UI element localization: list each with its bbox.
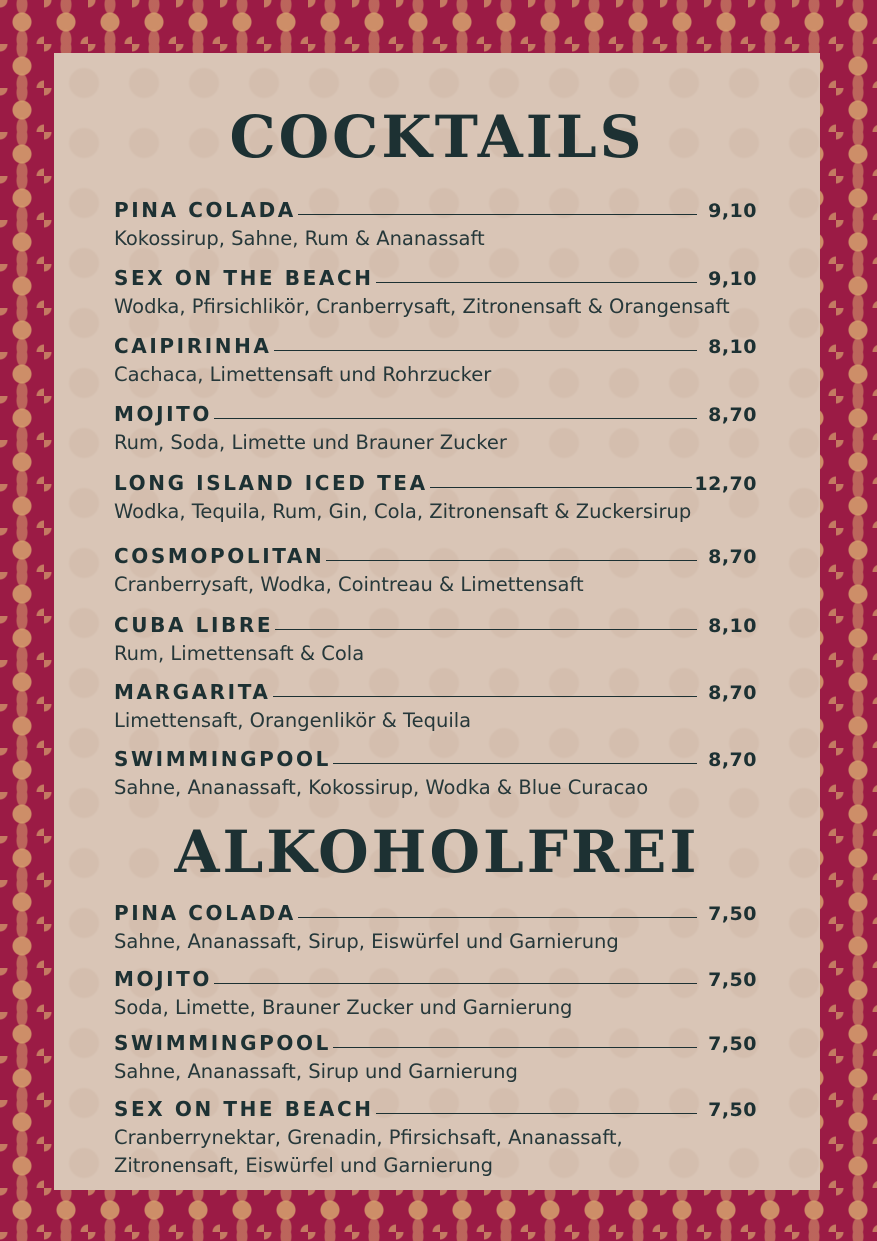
item-name: COSMOPOLITAN: [114, 544, 325, 568]
item-name: MARGARITA: [114, 680, 271, 704]
dotted-leader: [275, 629, 697, 630]
item-price: 7,50: [708, 969, 757, 991]
menu-item: [114, 266, 757, 320]
dotted-leader: [214, 983, 697, 984]
menu-item: [114, 901, 757, 955]
menu-item: [114, 334, 757, 388]
item-description: Kokossirup, Sahne, Rum & Ananassaft: [114, 227, 485, 250]
menu-item: [114, 1031, 757, 1085]
cocktails-heading: COCKTAILS: [229, 103, 645, 171]
dotted-leader: [298, 917, 697, 918]
item-description: Sahne, Ananassaft, Sirup und Garnierung: [114, 1060, 518, 1083]
menu-item: [114, 967, 757, 1021]
item-description: Sahne, Ananassaft, Sirup, Eiswürfel und Garnierung: [114, 930, 619, 953]
item-price: 7,50: [708, 1099, 757, 1121]
item-description: Rum, Limettensaft & Cola: [114, 642, 365, 665]
item-name: PINA COLADA: [114, 198, 296, 222]
item-name: CUBA LIBRE: [114, 613, 274, 637]
menu-item: [114, 680, 757, 734]
item-name: LONG ISLAND ICED TEA: [114, 471, 428, 495]
item-name: CAIPIRINHA: [114, 334, 272, 358]
item-name: SEX ON THE BEACH: [114, 1097, 374, 1121]
menu-panel: [54, 53, 820, 1190]
item-description: Limettensaft, Orangenlikör & Tequila: [114, 709, 472, 732]
dotted-leader: [273, 696, 698, 697]
item-description: Cranberrysaft, Wodka, Cointreau & Limettensaft: [114, 573, 584, 596]
item-price: 7,50: [708, 1033, 757, 1055]
item-description: Cachaca, Limettensaft und Rohrzucker: [114, 363, 492, 386]
dotted-leader: [298, 214, 697, 215]
dotted-leader: [333, 763, 697, 764]
item-price: 9,10: [708, 200, 757, 222]
menu-item: [114, 402, 757, 456]
item-name: SWIMMINGPOOL: [114, 747, 331, 771]
item-name: MOJITO: [114, 402, 213, 426]
item-name: SWIMMINGPOOL: [114, 1031, 331, 1055]
item-price: 7,50: [708, 903, 757, 925]
menu-item: [114, 471, 757, 525]
dotted-leader: [326, 560, 697, 561]
item-name: MOJITO: [114, 967, 213, 991]
item-name: PINA COLADA: [114, 901, 296, 925]
item-description: Rum, Soda, Limette und Brauner Zucker: [114, 431, 507, 454]
item-price: 8,70: [708, 546, 757, 568]
item-description: Wodka, Pfirsichlikör, Cranberrysaft, Zitronensaft & Orangensaft: [114, 295, 730, 318]
item-description: Wodka, Tequila, Rum, Gin, Cola, Zitronensaft & Zuckersirup: [114, 500, 692, 523]
item-description: Soda, Limette, Brauner Zucker und Garnierung: [114, 996, 573, 1019]
item-price: 8,10: [708, 615, 757, 637]
menu-item: [114, 747, 757, 801]
alkoholfrei-heading: ALKOHOLFREI: [174, 818, 700, 886]
item-price: 9,10: [708, 268, 757, 290]
item-description: Cranberrynektar, Grenadin, Pfirsichsaft, Ananassaft,: [114, 1126, 623, 1149]
item-name: SEX ON THE BEACH: [114, 266, 374, 290]
dotted-leader: [430, 487, 693, 488]
item-price: 8,70: [708, 682, 757, 704]
item-description: Sahne, Ananassaft, Kokossirup, Wodka & Blue Curacao: [114, 776, 649, 799]
menu-item: [114, 198, 757, 252]
dotted-leader: [214, 418, 697, 419]
item-description: Zitronensaft, Eiswürfel und Garnierung: [114, 1154, 493, 1177]
item-price: 8,70: [708, 404, 757, 426]
dotted-leader: [376, 282, 697, 283]
dotted-leader: [376, 1113, 697, 1114]
menu-item: [114, 1097, 757, 1179]
menu-item: [114, 613, 757, 667]
item-price: 12,70: [694, 473, 757, 495]
dotted-leader: [333, 1047, 697, 1048]
dotted-leader: [274, 350, 698, 351]
menu-item: [114, 544, 757, 598]
item-price: 8,10: [708, 336, 757, 358]
item-price: 8,70: [708, 749, 757, 771]
